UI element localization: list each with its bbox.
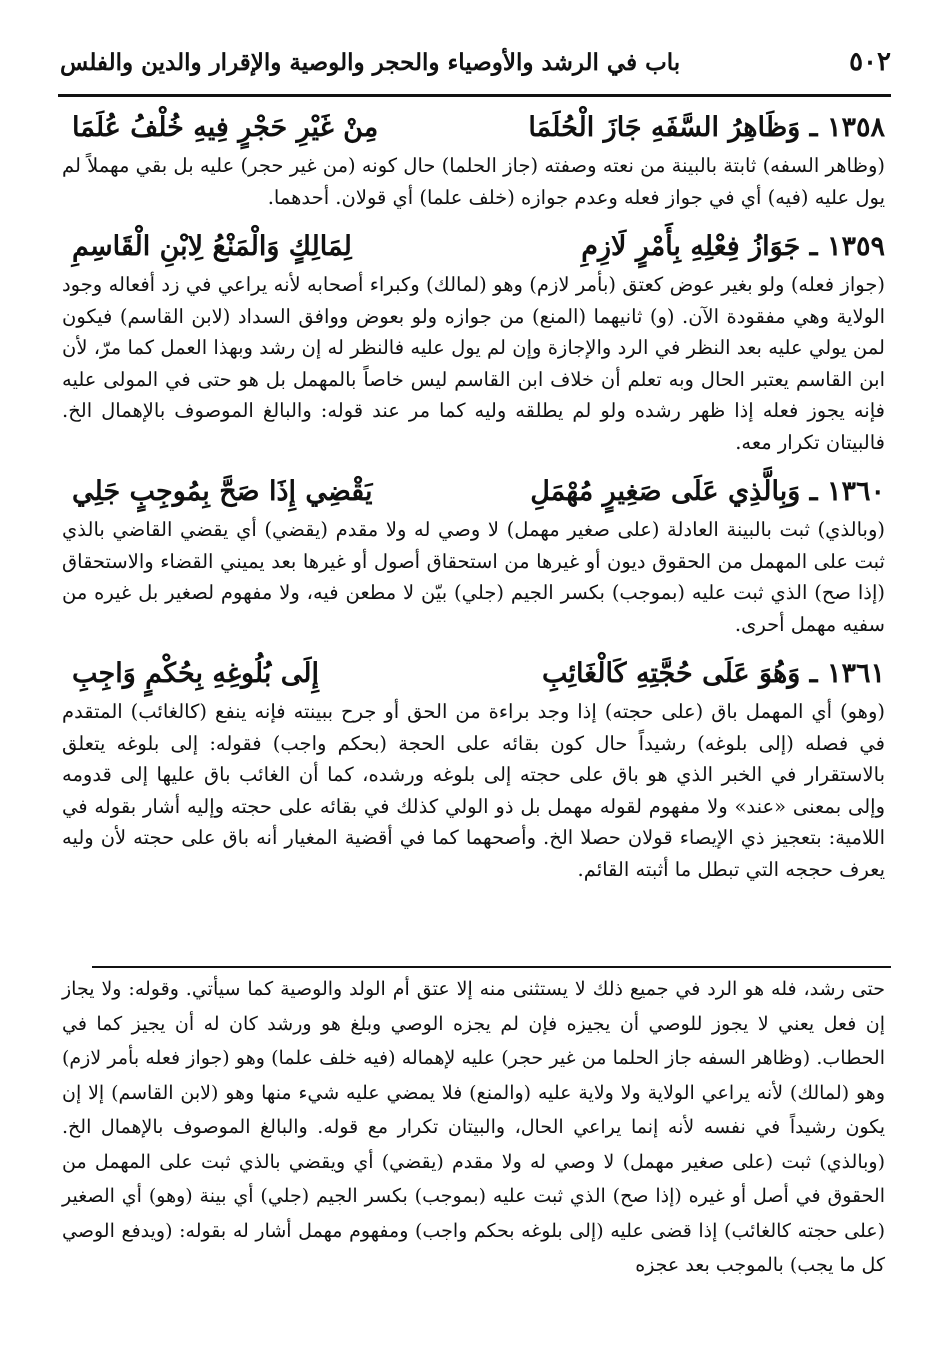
verse-number: ١٣٥٩ xyxy=(826,230,885,262)
running-title: باب في الرشد والأوصياء والحجر والوصية والإقرار والدين والفلس xyxy=(60,48,681,76)
verse-number: ١٣٦١ xyxy=(826,657,885,689)
verse-entry xyxy=(62,104,885,213)
verse-left-half: إِلَى بُلُوغِهِ بِحُكْمٍ وَاجِبِ xyxy=(72,657,319,689)
verse-line xyxy=(62,468,885,514)
verse-entry xyxy=(62,223,885,458)
verse-line xyxy=(62,650,885,696)
verse-right-half: ١٣٥٨ ـ وَظَاهِرُ السَّفَهِ جَازَ الْحُلَمَا xyxy=(528,111,885,143)
page-number: ٥٠٢ xyxy=(849,47,891,77)
footnote-paragraph: حتى رشد، فله هو الرد في جميع ذلك لا يستثنى منه إلا عتق أم الولد والوصية كما سيأتي. وقوله: ولا يجاز إن فعل يعني لا يجوز للوصي أن يجيزه فإن لم يجزه الوصي وبلغ هو ورشد كان له أن يجيز كما في الحطاب. (وظاهر السفه جاز الحلما من غير حجر) عليه لإهماله (فيه خلف علما) وهو (جواز فعله بأمر لازم) وهو (لمالك) لأنه يراعي الولاية ولا ولاية عليه (والمنع) فلا يمضي عليه شيء منها وهو (لابن القاسم) إلا إن يكون رشيداً في نفسه لأنه إنما يراعي الحال، والبيتان تكرار مع قوله. والبالغ الموصوف بالإهمال الخ. (وبالذي) ثبت (على صغير مهمل) لا وصي له ولا مقدم (يقضي) أي ويقضي بالذي ثبت على المهمل من الحقوق في أصل أو غيره (إذا صح) الذي ثبت عليه (بموجب) بكسر الجيم (جلي) أي بينة (وهو) أي الصغير (على حجته كالغائب) إذا قضى عليه (إلى بلوغه بحكم واجب) ومفهوم مهمل أشار له بقوله: (ويدفع الوصي كل ما يجب) بالموجب بعد عجزه xyxy=(62,978,885,1276)
commentary-paragraph: (وهو) أي المهمل باق (على حجته) إذا وجد براءة من الحق أو جرح ببينته فإنه ينفع (كالغائب) المتقدم في فصله (إلى بلوغه) رشيداً حال كون بقائه على الحجة (بحكم واجب) فقوله: إلى بلوغه يتعلق بالاستقرار في الخبر الذي هو باق على حجته إلى بلوغه ورشده، كما أن الغائب باق عليها إلى قدومه وإلى بمعنى «عند» ولا مفهوم لقوله مهمل بل ذو الولي كذلك في بقائه على حجته وإليه أشار بقوله في اللامية: بتعجيز ذي الإيصاء قولان حصلا الخ. وأصحهما كما في أقضية المغيار أنه باق على حجته لأن وليه يعرف حججه التي تبطل ما أثبته القائم. xyxy=(62,700,885,881)
main-text xyxy=(62,104,885,895)
commentary-paragraph: (وظاهر السفه) ثابتة بالبينة من نعته وصفته (جاز الحلما) حال كونه (من غير حجر) عليه بل بقي مهملاً لم يول عليه (فيه) أي في جواز فعله وعدم جوازه (خلف علما) أي قولان. أحدهما. xyxy=(62,154,885,209)
page-header xyxy=(60,38,891,86)
verse-number: ١٣٦٠ xyxy=(826,475,885,507)
verse-left-half: يَقْضِي إِذَا صَحَّ بِمُوجِبٍ جَلِي xyxy=(72,475,373,507)
verse-number: ١٣٥٨ xyxy=(826,111,885,143)
verse-right-half: ١٣٦١ ـ وَهُوَ عَلَى حُجَّتِهِ كَالْغَائِبِ xyxy=(541,657,885,689)
verse-line xyxy=(62,104,885,150)
verse-line xyxy=(62,223,885,269)
header-rule xyxy=(58,94,891,97)
footnote-rule xyxy=(92,966,891,968)
commentary-paragraph: (جواز فعله) ولو بغير عوض كعتق (بأمر لازم) وهو (لمالك) وكبراء أصحابه لأنه يراعي في زد أفعاله وجود الولاية وهي مفقودة الآن. (و) ثانيهما (المنع) من جوازه ولو بعوض ووافق السداد (لابن القاسم) فيكون لمن يولي عليه بعد النظر في الرد والإجازة وإن لم يول عليه فالنظر له إن رشد وبهذا العمل كما مرّ، لأن ابن القاسم يعتبر الحال وبه تعلم أن خلاف ابن القاسم ليس خاصاً بالمهمل بل هو حتى في المولى عليه فإنه يجوز فعله إذا ظهر رشده ولو لم يطلقه وليه كما مر عند قوله: والبالغ الموصوف بالإهمال الخ. فالبيتان تكرار معه. xyxy=(62,273,885,454)
verse-right-half: ١٣٦٠ ـ وَبِالَّذِي عَلَى صَغِيرٍ مُهْمَلِ xyxy=(530,475,885,507)
commentary-paragraph: (وبالذي) ثبت بالبينة العادلة (على صغير مهمل) لا وصي له ولا مقدم (يقضي) أي يقضي القاضي بالذي ثبت على المهمل من الحقوق ديون أو غيرها من استحقاق أصول أو غيرها بعد يميني القضاء والاستحقاق (إذا صح) الذي ثبت عليه (بموجب) بكسر الجيم (جلي) بيّن لا مطعن فيه، ولا مفهوم لصغير بل غيره من سفيه مهمل أحرى. xyxy=(62,518,885,636)
verse-right-half: ١٣٥٩ ـ جَوَازُ فِعْلِهِ بِأَمْرٍ لَازِمِ xyxy=(581,230,885,262)
verse-entry xyxy=(62,650,885,885)
verse-left-half: مِنْ غَيْرِ حَجْرٍ فِيهِ خُلْفُ عُلَمَا xyxy=(72,111,379,143)
verse-entry xyxy=(62,468,885,640)
verse-left-half: لِمَالِكٍ وَالْمَنْعُ لِابْنِ الْقَاسِمِ xyxy=(72,230,352,262)
footnote-section xyxy=(62,972,885,1283)
